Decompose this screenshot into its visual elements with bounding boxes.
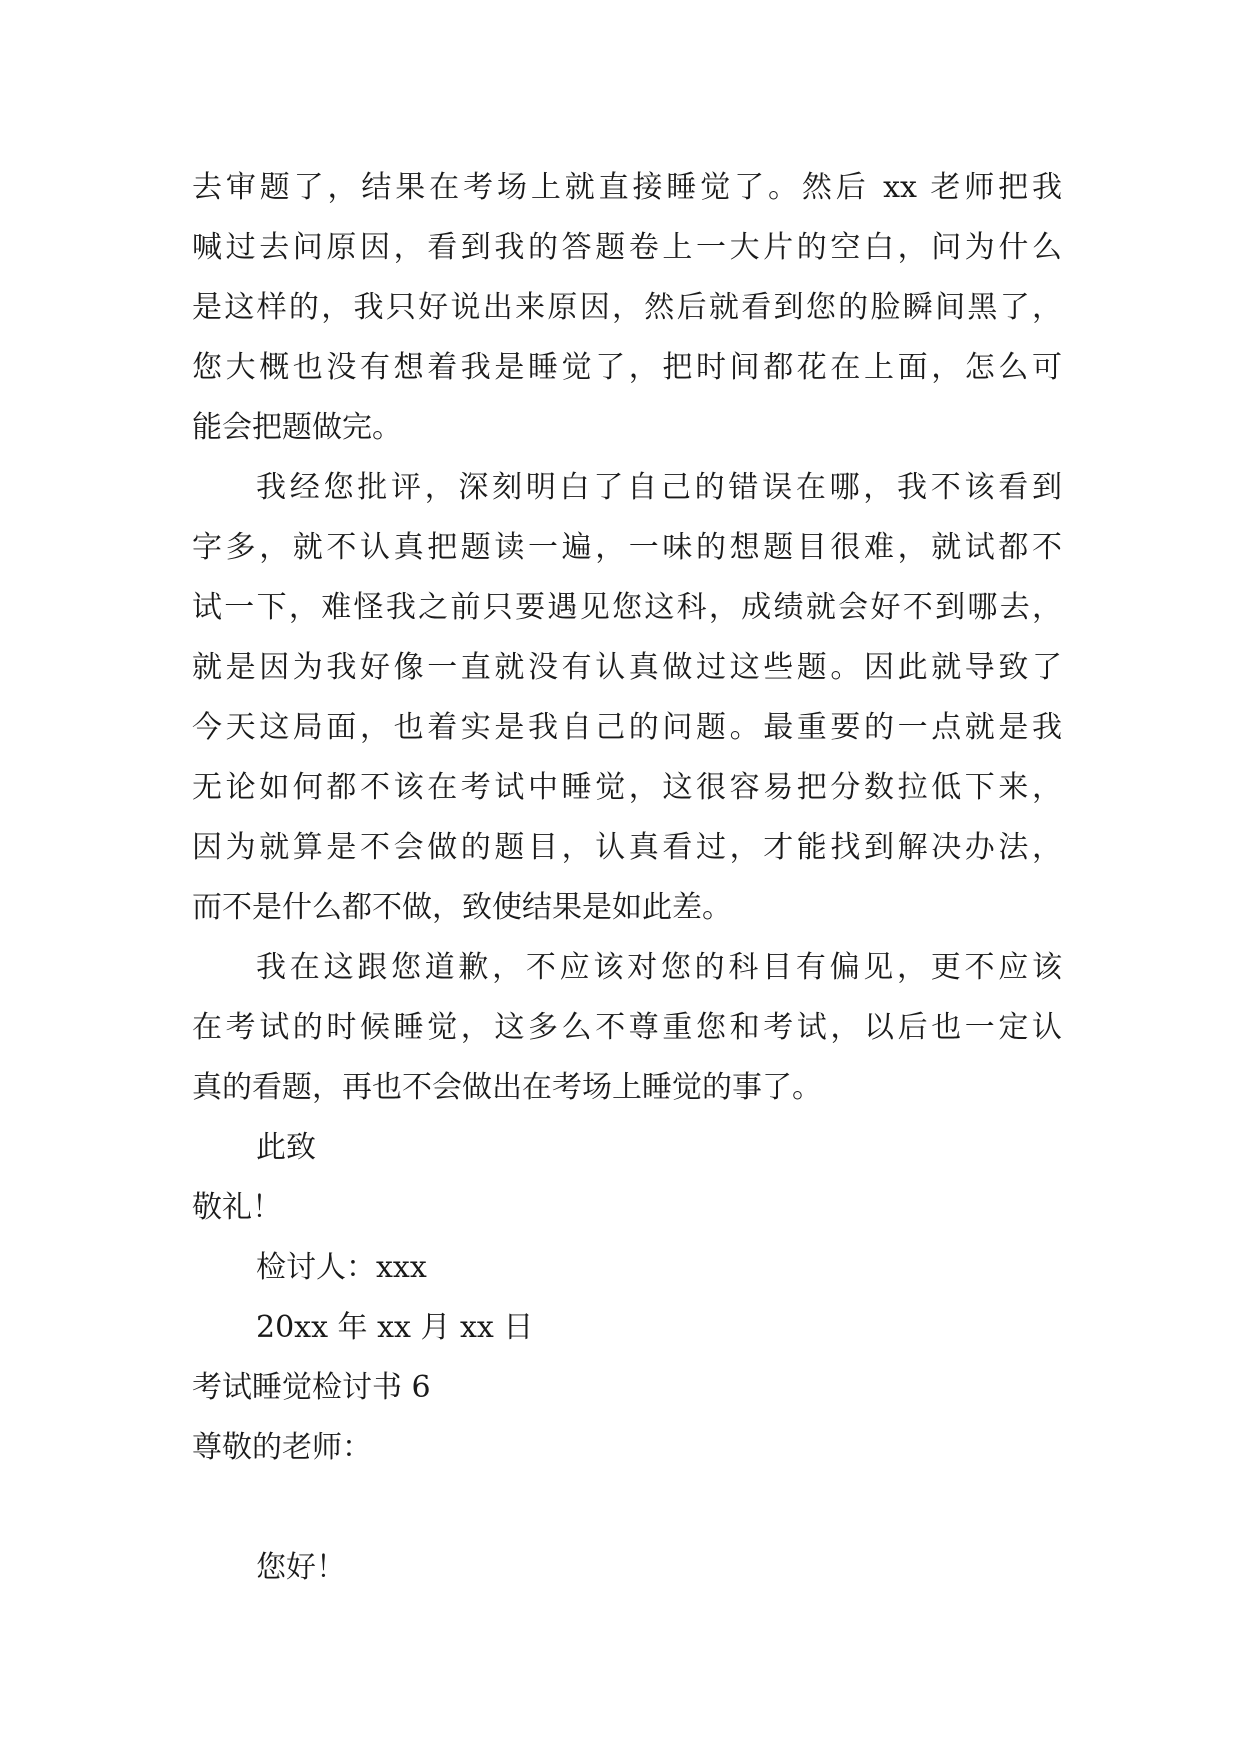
paragraph-line: 字多，就不认真把题读一遍，一味的想题目很难，就试都不 bbox=[192, 530, 1062, 565]
paragraph-3 bbox=[192, 938, 1062, 1118]
letter-body bbox=[192, 158, 1062, 1598]
paragraph-line: 而不是什么都不做，致使结果是如此差。 bbox=[192, 890, 732, 925]
paragraph-line: 真的看题，再也不会做出在考场上睡觉的事了。 bbox=[192, 1070, 822, 1105]
paragraph-line: 无论如何都不该在考试中睡觉，这很容易把分数拉低下来， bbox=[192, 770, 1062, 805]
paragraph-line: 在考试的时候睡觉，这多么不尊重您和考试，以后也一定认 bbox=[192, 1010, 1062, 1045]
paragraph-line: 今天这局面，也着实是我自己的问题。最重要的一点就是我 bbox=[192, 710, 1062, 745]
paragraph-line: 去审题了，结果在考场上就直接睡觉了。然后 xx 老师把我 bbox=[192, 170, 1062, 205]
paragraph-1 bbox=[192, 158, 1062, 458]
date-line: 20xx 年 xx 月 xx 日 bbox=[256, 1310, 534, 1345]
signer-line: 检讨人：xxx bbox=[256, 1250, 427, 1285]
paragraph-line: 因为就算是不会做的题目，认真看过，才能找到解决办法， bbox=[192, 830, 1062, 865]
paragraph-line: 就是因为我好像一直就没有认真做过这些题。因此就导致了 bbox=[192, 650, 1062, 685]
section-title: 考试睡觉检讨书 6 bbox=[192, 1370, 431, 1405]
paragraph-line: 我经您批评，深刻明白了自己的错误在哪，我不该看到 bbox=[256, 470, 1062, 505]
paragraph-line: 您大概也没有想着我是睡觉了，把时间都花在上面，怎么可 bbox=[192, 350, 1062, 385]
closing-text: 此致 bbox=[256, 1130, 316, 1165]
paragraph-line: 我在这跟您道歉，不应该对您的科目有偏见，更不应该 bbox=[256, 950, 1062, 985]
blank-line bbox=[192, 1478, 1062, 1538]
greeting-line: 尊敬的老师： bbox=[192, 1430, 372, 1465]
paragraph-2 bbox=[192, 458, 1062, 938]
paragraph-line: 是这样的，我只好说出来原因，然后就看到您的脸瞬间黑了， bbox=[192, 290, 1062, 325]
paragraph-line: 喊过去问原因，看到我的答题卷上一大片的空白，问为什么 bbox=[192, 230, 1062, 265]
salute-text: 敬礼！ bbox=[192, 1190, 282, 1225]
hello-line: 您好！ bbox=[256, 1550, 346, 1585]
paragraph-line: 能会把题做完。 bbox=[192, 410, 402, 445]
paragraph-line: 试一下，难怪我之前只要遇见您这科，成绩就会好不到哪去， bbox=[192, 590, 1062, 625]
